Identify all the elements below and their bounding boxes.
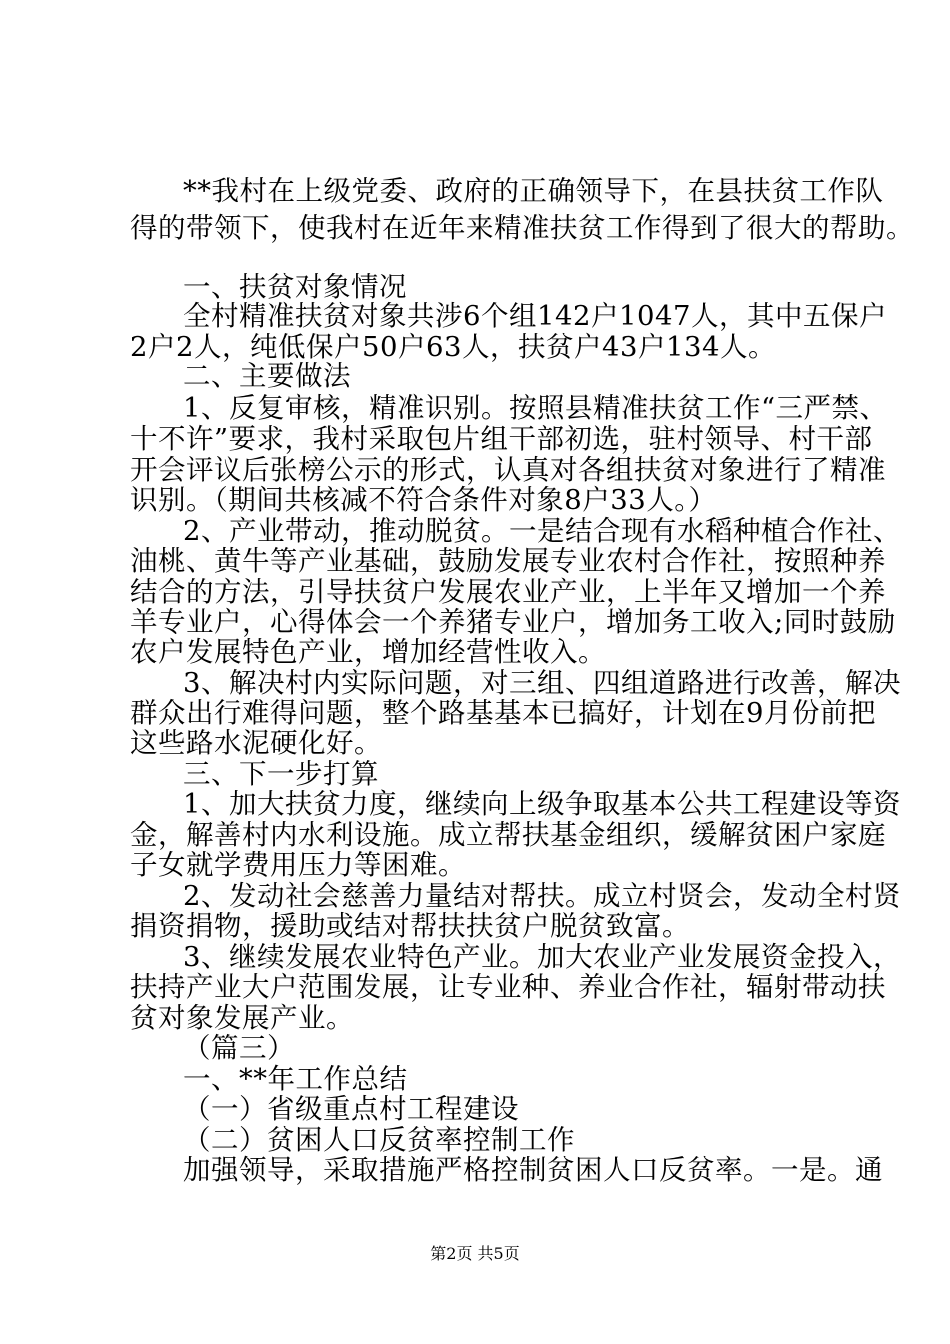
section-heading: 二、主要做法 xyxy=(183,360,351,392)
text-line: 加强领导，采取措施严格控制贫困人口反贫率。一是。通 xyxy=(183,1154,883,1186)
text-line: 1、反复审核，精准识别。按照县精准扶贫工作“三严禁、 xyxy=(183,392,888,424)
text-line: 2、发动社会慈善力量结对帮扶。成立村贤会，发动全村贤 xyxy=(183,880,901,912)
text-line: 得的带领下，使我村在近年来精准扶贫工作得到了很大的帮助。 xyxy=(130,212,914,244)
subsection-heading: （二）贫困人口反贫率控制工作 xyxy=(183,1124,575,1156)
text-line: 农户发展特色产业，增加经营性收入。 xyxy=(130,636,606,668)
text-line: 贫对象发展产业。 xyxy=(130,1002,354,1034)
text-line: 全村精准扶贫对象共涉6个组142户1047人，其中五保户 xyxy=(183,300,887,332)
section-heading: （篇三） xyxy=(183,1032,295,1064)
text-line: 子女就学费用压力等困难。 xyxy=(130,849,466,881)
subsection-heading: （一）省级重点村工程建设 xyxy=(183,1093,519,1125)
text-line: 3、解决村内实际问题，对三组、四组道路进行改善，解决 xyxy=(183,667,901,699)
text-line: 群众出行难得问题，整个路基基本已搞好，计划在9月份前把 xyxy=(130,697,876,729)
text-line: 开会评议后张榜公示的形式，认真对各组扶贫对象进行了精准 xyxy=(130,454,886,486)
text-line: 十不许”要求，我村采取包片组干部初选，驻村领导、村干部 xyxy=(130,423,873,455)
text-line: 3、继续发展农业特色产业。加大农业产业发展资金投入， xyxy=(183,941,901,973)
text-line: 油桃、黄牛等产业基础，鼓励发展专业农村合作社，按照种养 xyxy=(130,545,886,577)
text-line: 1、加大扶贫力度，继续向上级争取基本公共工程建设等资 xyxy=(183,788,901,820)
section-heading: 一、扶贫对象情况 xyxy=(183,271,407,303)
section-heading: 一、**年工作总结 xyxy=(183,1063,408,1095)
text-line: 识别。（期间共核减不符合条件对象8户33人。） xyxy=(130,484,717,516)
text-line: 结合的方法，引导扶贫户发展农业产业，上半年又增加一个养 xyxy=(130,576,886,608)
page-footer: 第2页 共5页 xyxy=(430,1244,520,1263)
text-line: 2户2人，纯低保户50户63人，扶贫户43户134人。 xyxy=(130,331,776,363)
section-heading: 三、下一步打算 xyxy=(183,758,379,790)
text-line: 金，解善村内水利设施。成立帮扶基金组织，缓解贫困户家庭 xyxy=(130,819,886,851)
text-line: 扶持产业大户范围发展，让专业种、养业合作社，辐射带动扶 xyxy=(130,971,886,1003)
text-line: **我村在上级党委、政府的正确领导下，在县扶贫工作队 xyxy=(183,175,884,207)
text-line: 羊专业户，心得体会一个养猪专业户，增加务工收入;同时鼓励 xyxy=(130,606,896,638)
text-line: 这些路水泥硬化好。 xyxy=(130,727,382,759)
text-line: 捐资捐物，援助或结对帮扶扶贫户脱贫致富。 xyxy=(130,910,690,942)
text-line: 2、产业带动，推动脱贫。一是结合现有水稻种植合作社、 xyxy=(183,515,901,547)
